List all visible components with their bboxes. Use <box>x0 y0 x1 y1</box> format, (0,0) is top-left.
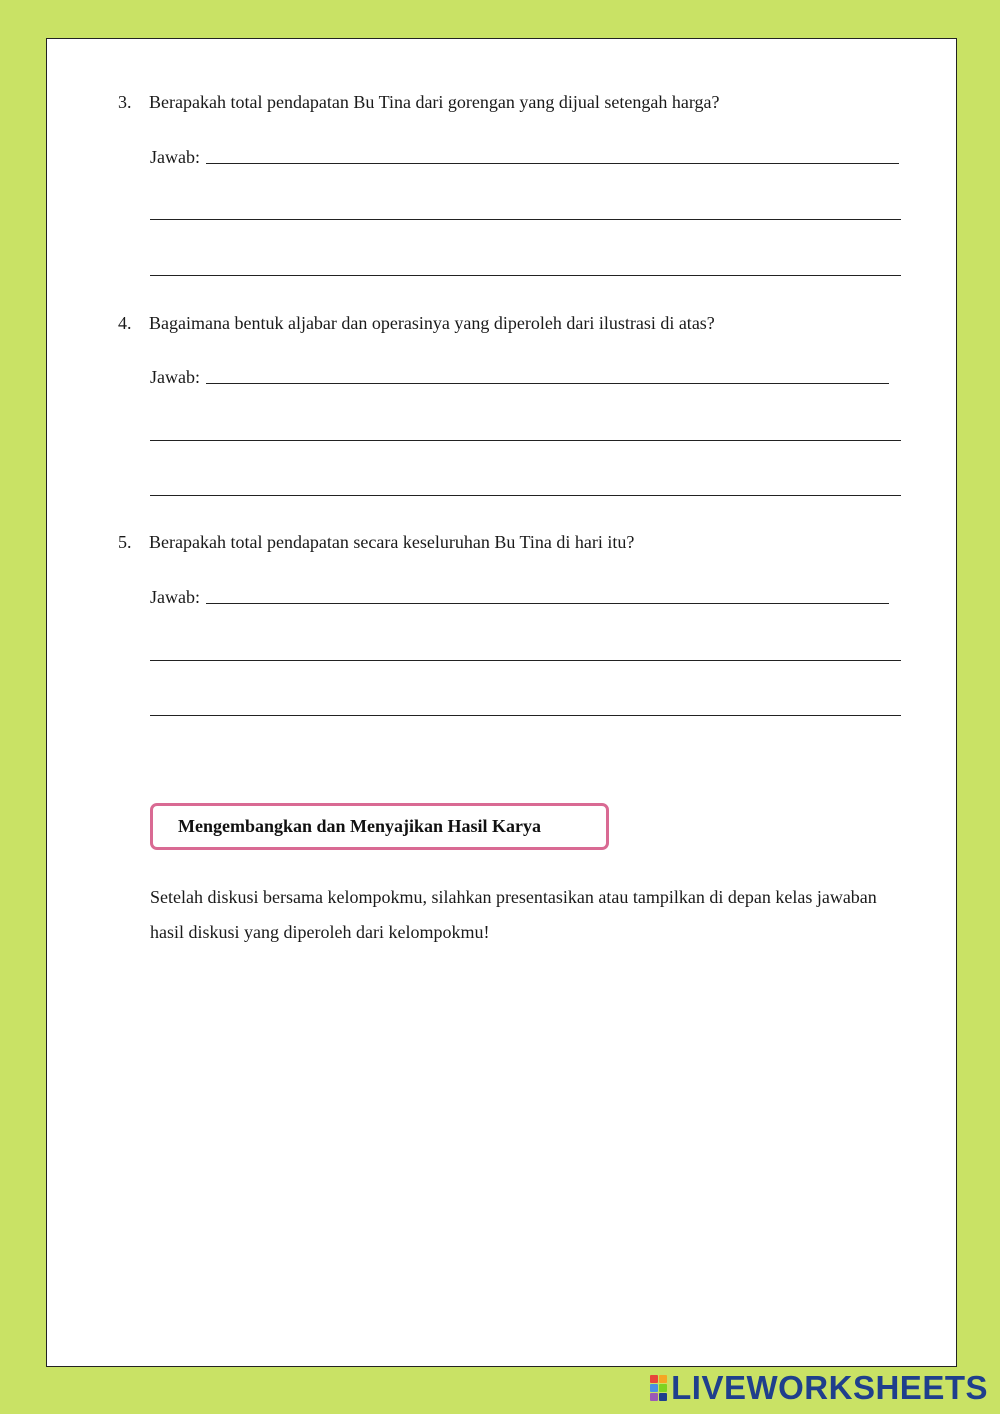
liveworksheets-brand[interactable] <box>650 1369 988 1407</box>
answer-field-4[interactable] <box>206 382 889 384</box>
answer-line-3b[interactable] <box>150 219 901 220</box>
answer-line-4b[interactable] <box>150 440 901 441</box>
answer-line-5b[interactable] <box>150 660 901 661</box>
answer-row-4 <box>150 367 889 388</box>
answer-label: Jawab: <box>150 587 200 607</box>
answer-line-4c[interactable] <box>150 495 901 496</box>
brand-name: LIVEWORKSHEETS <box>671 1369 988 1406</box>
question-number: 4. <box>118 313 132 333</box>
answer-row-5 <box>150 587 889 608</box>
worksheet-page <box>46 38 957 1367</box>
answer-line-3c[interactable] <box>150 275 901 276</box>
question-text: Bagaimana bentuk aljabar dan operasinya yang diperoleh dari ilustrasi di atas? <box>149 313 715 333</box>
logo-cell <box>650 1384 658 1392</box>
logo-cell <box>659 1393 667 1401</box>
logo-cell <box>650 1393 658 1401</box>
logo-cell <box>659 1375 667 1383</box>
question-number: 3. <box>118 92 132 112</box>
question-text: Berapakah total pendapatan secara keseluruhan Bu Tina di hari itu? <box>149 532 635 552</box>
instruction-paragraph: Setelah diskusi bersama kelompokmu, silahkan presentasikan atau tampilkan di depan kelas jawaban hasil diskusi yang diperoleh dari kelompokmu! <box>150 887 877 942</box>
section-heading: Mengembangkan dan Menyajikan Hasil Karya <box>178 816 542 836</box>
logo-cell <box>650 1375 658 1383</box>
answer-line-5c[interactable] <box>150 715 901 716</box>
answer-field-3[interactable] <box>206 162 899 164</box>
answer-label: Jawab: <box>150 367 200 387</box>
brand-logo-icon <box>650 1375 667 1401</box>
answer-label: Jawab: <box>150 147 200 167</box>
answer-row-3 <box>150 147 899 168</box>
question-text: Berapakah total pendapatan Bu Tina dari gorengan yang dijual setengah harga? <box>149 92 720 112</box>
question-number: 5. <box>118 532 132 552</box>
section-heading-box <box>150 803 609 850</box>
logo-cell <box>659 1384 667 1392</box>
answer-field-5[interactable] <box>206 602 889 604</box>
